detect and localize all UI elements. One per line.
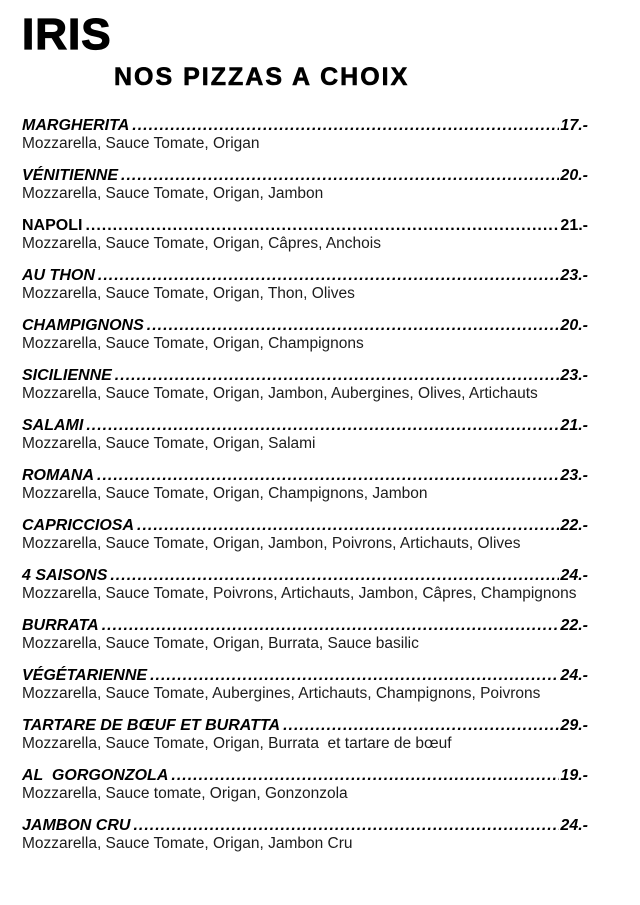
- item-line: [22, 766, 588, 785]
- menu-item-salami: [22, 416, 588, 453]
- item-line: [22, 566, 588, 585]
- menu-item-price: 22.-: [560, 617, 588, 635]
- dotted-leader: [83, 416, 559, 435]
- menu-item-name: SALAMI: [22, 417, 84, 435]
- item-line: [22, 616, 588, 635]
- menu-item-description: Mozzarella, Sauce Tomate, Origan, Jambon: [22, 185, 324, 203]
- menu-item-name: CHAMPIGNONS: [22, 317, 144, 335]
- dotted-leader: [94, 466, 559, 485]
- menu-item-price: 17.-: [560, 117, 588, 135]
- menu-item-4-saisons: [22, 566, 588, 603]
- menu-item-price: 22.-: [560, 517, 588, 535]
- menu-item-price: 23.-: [560, 467, 588, 485]
- menu-item-sicilienne: [22, 366, 588, 403]
- menu-item-price: 24.-: [560, 567, 588, 585]
- menu-item-description: Mozzarella, Sauce Tomate, Origan, Jambon, Aubergines, Olives, Artichauts: [22, 385, 538, 403]
- menu-item-description: Mozzarella, Sauce Tomate, Origan, Salami: [22, 435, 316, 453]
- dotted-leader: [129, 116, 559, 135]
- dotted-leader: [144, 316, 560, 335]
- dotted-leader: [107, 566, 559, 585]
- menu-item-name: AU THON: [22, 267, 95, 285]
- menu-item-description: Mozzarella, Sauce Tomate, Origan, Jambon Cru: [22, 835, 353, 853]
- item-line: [22, 816, 588, 835]
- menu-item-description: Mozzarella, Sauce tomate, Origan, Gonzonzola: [22, 785, 348, 803]
- menu-item-tartare-de-boeuf: [22, 716, 588, 753]
- menu-item-burrata: [22, 616, 588, 653]
- menu-item-price: 29.-: [560, 717, 588, 735]
- pizza-menu-list: [22, 116, 588, 853]
- menu-item-name: AL GORGONZOLA: [22, 767, 169, 785]
- dotted-leader: [168, 766, 559, 785]
- dotted-leader: [280, 716, 559, 735]
- menu-item-description: Mozzarella, Sauce Tomate, Origan: [22, 135, 260, 153]
- item-line: [22, 316, 588, 335]
- menu-item-description: Mozzarella, Sauce Tomate, Poivrons, Artichauts, Jambon, Câpres, Champignons: [22, 585, 577, 603]
- menu-item-champignons: [22, 316, 588, 353]
- menu-item-name: CAPRICCIOSA: [22, 517, 135, 535]
- item-line: [22, 716, 588, 735]
- menu-item-description: Mozzarella, Sauce Tomate, Origan, Burrata et tartare de bœuf: [22, 735, 452, 753]
- menu-item-price: 24.-: [560, 667, 588, 685]
- menu-item-capricciosa: [22, 516, 588, 553]
- menu-item-price: 21.-: [560, 217, 588, 235]
- menu-item-name: JAMBON CRU: [22, 817, 131, 835]
- item-line: [22, 466, 588, 485]
- menu-item-napoli: [22, 216, 588, 253]
- menu-item-price: 24.-: [560, 817, 588, 835]
- restaurant-name: IRIS: [22, 10, 112, 59]
- item-line: [22, 116, 588, 135]
- menu-item-price: 23.-: [560, 267, 588, 285]
- menu-item-price: 21.-: [560, 417, 588, 435]
- menu-item-al-gorgonzola: [22, 766, 588, 803]
- item-line: [22, 266, 588, 285]
- menu-item-au-thon: [22, 266, 588, 303]
- dotted-leader: [95, 266, 560, 285]
- menu-item-name: BURRATA: [22, 617, 99, 635]
- item-line: [22, 216, 588, 235]
- menu-item-jambon-cru: [22, 816, 588, 853]
- menu-item-description: Mozzarella, Sauce Tomate, Aubergines, Artichauts, Champignons, Poivrons: [22, 685, 541, 703]
- menu-item-name: ROMANA: [22, 467, 94, 485]
- menu-item-margherita: [22, 116, 588, 153]
- menu-item-name: TARTARE DE BŒUF ET BURATTA: [22, 717, 281, 735]
- menu-item-vegetarienne: [22, 666, 588, 703]
- menu-item-romana: [22, 466, 588, 503]
- dotted-leader: [99, 616, 560, 635]
- menu-item-price: 20.-: [560, 317, 588, 335]
- menu-item-name: VÉNITIENNE: [22, 167, 119, 185]
- item-line: [22, 416, 588, 435]
- menu-item-price: 20.-: [560, 167, 588, 185]
- menu-item-name: MARGHERITA: [22, 117, 130, 135]
- menu-item-price: 23.-: [560, 367, 588, 385]
- item-line: [22, 366, 588, 385]
- dotted-leader: [112, 366, 560, 385]
- dotted-leader: [147, 666, 559, 685]
- dotted-leader: [82, 216, 559, 235]
- dotted-leader: [130, 816, 559, 835]
- menu-item-description: Mozzarella, Sauce Tomate, Origan, Câpres, Anchois: [22, 235, 381, 253]
- menu-item-price: 19.-: [560, 767, 588, 785]
- menu-item-name: SICILIENNE: [22, 367, 112, 385]
- menu-item-name: VÉGÉTARIENNE: [22, 667, 148, 685]
- menu-item-description: Mozzarella, Sauce Tomate, Origan, Burrata, Sauce basilic: [22, 635, 419, 653]
- item-line: [22, 666, 588, 685]
- item-line: [22, 516, 588, 535]
- menu-item-name: NAPOLI: [22, 217, 83, 235]
- menu-item-description: Mozzarella, Sauce Tomate, Origan, Jambon, Poivrons, Artichauts, Olives: [22, 535, 521, 553]
- menu-section-heading: NOS PIZZAS A CHOIX: [114, 62, 410, 91]
- menu-item-venitienne: [22, 166, 588, 203]
- menu-item-description: Mozzarella, Sauce Tomate, Origan, Thon, Olives: [22, 285, 355, 303]
- dotted-leader: [134, 516, 559, 535]
- menu-item-name: 4 SAISONS: [22, 567, 108, 585]
- menu-item-description: Mozzarella, Sauce Tomate, Origan, Champignons, Jambon: [22, 485, 428, 503]
- item-line: [22, 166, 588, 185]
- menu-item-description: Mozzarella, Sauce Tomate, Origan, Champignons: [22, 335, 364, 353]
- dotted-leader: [118, 166, 559, 185]
